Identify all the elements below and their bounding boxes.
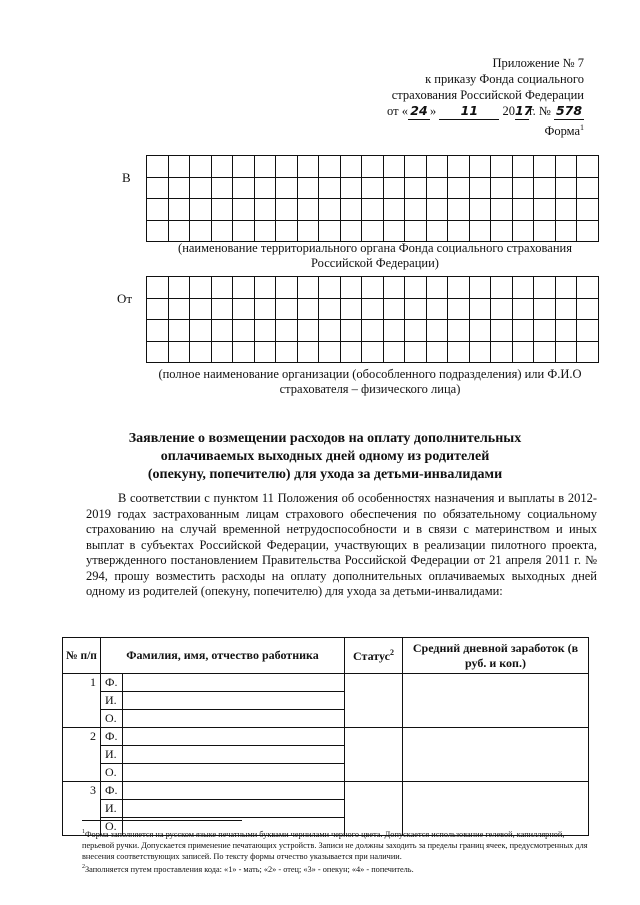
char-cell[interactable] bbox=[383, 220, 405, 242]
char-cell[interactable] bbox=[469, 156, 491, 178]
appendix-line-2: к приказу Фонда социального bbox=[425, 72, 584, 86]
char-cell[interactable] bbox=[168, 341, 190, 363]
name-part-label: О. bbox=[101, 818, 123, 836]
char-cell[interactable] bbox=[426, 320, 448, 342]
char-cell[interactable] bbox=[491, 199, 513, 221]
to-label: В bbox=[122, 170, 131, 185]
from-input-grid[interactable] bbox=[146, 276, 599, 363]
char-cell[interactable] bbox=[577, 298, 599, 320]
col-salary-header: Средний дневной заработок (в руб. и коп.) bbox=[403, 638, 589, 674]
char-cell[interactable] bbox=[512, 277, 534, 299]
char-cell[interactable] bbox=[168, 320, 190, 342]
char-cell[interactable] bbox=[168, 199, 190, 221]
char-cell[interactable] bbox=[168, 220, 190, 242]
footnote-1: $^1$Форма заполняется на русском языке печатными буквами чернилами черного цвета. Допускается использование гелевой, капиллярной, перьевой ручки. Допускается применение печатающих устройств. Записи не должны заходить за пределы границ ячеек, предусмотренных для внесения соответствующих записей. По тексту формы отчество указывается при наличии. bbox=[82, 829, 588, 861]
char-cell[interactable] bbox=[469, 320, 491, 342]
char-cell[interactable] bbox=[577, 320, 599, 342]
footnote-divider bbox=[82, 820, 242, 821]
appendix-line-3: страхования Российской Федерации bbox=[391, 88, 584, 102]
char-cell[interactable] bbox=[534, 298, 556, 320]
order-day: 24 bbox=[408, 103, 430, 120]
status-field[interactable] bbox=[345, 674, 403, 728]
char-cell[interactable] bbox=[469, 341, 491, 363]
char-cell[interactable] bbox=[577, 277, 599, 299]
char-cell[interactable] bbox=[319, 320, 341, 342]
char-cell[interactable] bbox=[147, 277, 169, 299]
table-row bbox=[63, 674, 589, 692]
char-cell[interactable] bbox=[254, 220, 276, 242]
char-cell[interactable] bbox=[233, 177, 255, 199]
row-number: 1 bbox=[63, 674, 101, 728]
char-cell[interactable] bbox=[211, 199, 233, 221]
name-part-label: И. bbox=[101, 692, 123, 710]
char-cell[interactable] bbox=[534, 156, 556, 178]
char-cell[interactable] bbox=[426, 220, 448, 242]
order-number: 578 bbox=[555, 103, 583, 118]
order-date-line bbox=[387, 103, 584, 120]
char-cell[interactable] bbox=[491, 320, 513, 342]
char-cell[interactable] bbox=[276, 199, 298, 221]
char-cell[interactable] bbox=[383, 341, 405, 363]
char-cell[interactable] bbox=[211, 298, 233, 320]
char-cell[interactable] bbox=[233, 199, 255, 221]
char-cell[interactable] bbox=[512, 320, 534, 342]
to-caption: (наименование территориального органа Фонда социального страхования Российской Федерации) bbox=[178, 241, 572, 270]
char-cell[interactable] bbox=[340, 298, 362, 320]
char-cell[interactable] bbox=[555, 341, 577, 363]
char-cell[interactable] bbox=[555, 199, 577, 221]
char-cell[interactable] bbox=[555, 320, 577, 342]
char-cell[interactable] bbox=[555, 220, 577, 242]
body-paragraph: В соответствии с пунктом 11 Положения об особенностях назначения и выплаты в 2012-2019 годах застрахованным лицам страхового обеспечения по обязательному социальному страхованию на случай временной нетрудоспособности и в связи с материнством и иных выплат в субъектах Российской Федерации, участвующих в реализации пилотного проекта, утвержденного постановлением Правительства Российской Федерации от 21 апреля 2011 г. № 294, прошу возместить расходы на оплату дополнительных оплачиваемых выходных дней одному из родителей (опекуну, попечителю) для ухода за детьми-инвалидами: bbox=[86, 491, 597, 598]
table-row bbox=[63, 782, 589, 800]
char-cell[interactable] bbox=[512, 177, 534, 199]
char-cell[interactable] bbox=[405, 199, 427, 221]
char-cell[interactable] bbox=[448, 220, 470, 242]
char-cell[interactable] bbox=[254, 156, 276, 178]
char-cell[interactable] bbox=[211, 341, 233, 363]
char-cell[interactable] bbox=[233, 341, 255, 363]
name-part-label: О. bbox=[101, 710, 123, 728]
char-cell[interactable] bbox=[297, 156, 319, 178]
char-cell[interactable] bbox=[383, 298, 405, 320]
char-cell[interactable] bbox=[147, 156, 169, 178]
number-prefix: г. № bbox=[528, 104, 551, 118]
char-cell[interactable] bbox=[147, 341, 169, 363]
char-cell[interactable] bbox=[426, 156, 448, 178]
footnote-2: $^2$Заполняется путем проставления кода: «1» - мать; «2» - отец; «3» - опекун; «4» - попечитель. bbox=[82, 864, 414, 874]
char-cell[interactable] bbox=[190, 341, 212, 363]
char-cell[interactable] bbox=[426, 177, 448, 199]
char-cell[interactable] bbox=[534, 220, 556, 242]
char-cell[interactable] bbox=[383, 156, 405, 178]
char-cell[interactable] bbox=[340, 341, 362, 363]
char-cell[interactable] bbox=[276, 277, 298, 299]
char-cell[interactable] bbox=[383, 199, 405, 221]
char-cell[interactable] bbox=[405, 341, 427, 363]
char-cell[interactable] bbox=[491, 177, 513, 199]
from-label: От bbox=[117, 291, 133, 306]
char-cell[interactable] bbox=[319, 177, 341, 199]
char-cell[interactable] bbox=[211, 320, 233, 342]
char-cell[interactable] bbox=[512, 298, 534, 320]
char-cell[interactable] bbox=[340, 177, 362, 199]
char-cell[interactable] bbox=[491, 220, 513, 242]
char-cell[interactable] bbox=[491, 277, 513, 299]
char-cell[interactable] bbox=[448, 298, 470, 320]
char-cell[interactable] bbox=[190, 199, 212, 221]
char-cell[interactable] bbox=[469, 177, 491, 199]
char-cell[interactable] bbox=[383, 277, 405, 299]
char-cell[interactable] bbox=[469, 199, 491, 221]
year-prefix: 20 bbox=[502, 104, 515, 118]
char-cell[interactable] bbox=[448, 177, 470, 199]
row-number: 3 bbox=[63, 782, 101, 836]
char-cell[interactable] bbox=[383, 320, 405, 342]
char-cell[interactable] bbox=[147, 177, 169, 199]
date-prefix: от « bbox=[387, 104, 408, 118]
char-cell[interactable] bbox=[534, 320, 556, 342]
char-cell[interactable] bbox=[362, 277, 384, 299]
appendix-header bbox=[387, 55, 584, 139]
char-cell[interactable] bbox=[233, 156, 255, 178]
char-cell[interactable] bbox=[211, 156, 233, 178]
char-cell[interactable] bbox=[297, 341, 319, 363]
char-cell[interactable] bbox=[190, 156, 212, 178]
char-cell[interactable] bbox=[426, 298, 448, 320]
char-cell[interactable] bbox=[362, 220, 384, 242]
salary-field[interactable] bbox=[403, 728, 589, 782]
char-cell[interactable] bbox=[297, 320, 319, 342]
char-cell[interactable] bbox=[190, 177, 212, 199]
char-cell[interactable] bbox=[319, 277, 341, 299]
char-cell[interactable] bbox=[469, 220, 491, 242]
name-part-label: Ф. bbox=[101, 674, 123, 692]
char-cell[interactable] bbox=[362, 177, 384, 199]
char-cell[interactable] bbox=[512, 199, 534, 221]
char-cell[interactable] bbox=[168, 156, 190, 178]
char-cell[interactable] bbox=[426, 277, 448, 299]
char-cell[interactable] bbox=[362, 320, 384, 342]
char-cell[interactable] bbox=[362, 341, 384, 363]
char-cell[interactable] bbox=[276, 341, 298, 363]
char-cell[interactable] bbox=[297, 177, 319, 199]
char-cell[interactable] bbox=[276, 298, 298, 320]
char-cell[interactable] bbox=[276, 156, 298, 178]
char-cell[interactable] bbox=[534, 341, 556, 363]
char-cell[interactable] bbox=[405, 298, 427, 320]
char-cell[interactable] bbox=[319, 199, 341, 221]
char-cell[interactable] bbox=[426, 199, 448, 221]
char-cell[interactable] bbox=[254, 277, 276, 299]
char-cell[interactable] bbox=[168, 298, 190, 320]
char-cell[interactable] bbox=[512, 220, 534, 242]
char-cell[interactable] bbox=[405, 277, 427, 299]
char-cell[interactable] bbox=[297, 277, 319, 299]
char-cell[interactable] bbox=[577, 341, 599, 363]
char-cell[interactable] bbox=[577, 156, 599, 178]
char-cell[interactable] bbox=[512, 341, 534, 363]
col-number-header: № п/п bbox=[63, 638, 101, 674]
char-cell[interactable] bbox=[233, 277, 255, 299]
char-cell[interactable] bbox=[147, 220, 169, 242]
char-cell[interactable] bbox=[147, 320, 169, 342]
name-part-field[interactable] bbox=[123, 746, 345, 764]
char-cell[interactable] bbox=[190, 298, 212, 320]
char-cell[interactable] bbox=[147, 298, 169, 320]
char-cell[interactable] bbox=[534, 177, 556, 199]
char-cell[interactable] bbox=[469, 277, 491, 299]
col-name-header: Фамилия, имя, отчество работника bbox=[101, 638, 345, 674]
to-input-grid[interactable] bbox=[146, 155, 599, 242]
char-cell[interactable] bbox=[491, 341, 513, 363]
char-cell[interactable] bbox=[233, 320, 255, 342]
char-cell[interactable] bbox=[448, 277, 470, 299]
appendix-line-1: Приложение № 7 bbox=[492, 56, 584, 70]
char-cell[interactable] bbox=[147, 199, 169, 221]
char-cell[interactable] bbox=[534, 277, 556, 299]
char-cell[interactable] bbox=[405, 156, 427, 178]
char-cell[interactable] bbox=[405, 320, 427, 342]
char-cell[interactable] bbox=[297, 298, 319, 320]
char-cell[interactable] bbox=[340, 220, 362, 242]
name-part-label: И. bbox=[101, 746, 123, 764]
form-label: Форма$^1$ bbox=[544, 123, 584, 139]
name-part-label: Ф. bbox=[101, 728, 123, 746]
char-cell[interactable] bbox=[555, 298, 577, 320]
name-part-label: И. bbox=[101, 800, 123, 818]
char-cell[interactable] bbox=[297, 199, 319, 221]
char-cell[interactable] bbox=[405, 220, 427, 242]
char-cell[interactable] bbox=[190, 277, 212, 299]
char-cell[interactable] bbox=[319, 298, 341, 320]
char-cell[interactable] bbox=[254, 320, 276, 342]
status-field[interactable] bbox=[345, 728, 403, 782]
char-cell[interactable] bbox=[362, 156, 384, 178]
char-cell[interactable] bbox=[254, 341, 276, 363]
char-cell[interactable] bbox=[448, 199, 470, 221]
char-cell[interactable] bbox=[319, 156, 341, 178]
char-cell[interactable] bbox=[577, 199, 599, 221]
char-cell[interactable] bbox=[340, 320, 362, 342]
char-cell[interactable] bbox=[211, 277, 233, 299]
char-cell[interactable] bbox=[383, 177, 405, 199]
char-cell[interactable] bbox=[211, 220, 233, 242]
name-part-field[interactable] bbox=[123, 782, 345, 800]
name-part-field[interactable] bbox=[123, 728, 345, 746]
char-cell[interactable] bbox=[555, 177, 577, 199]
char-cell[interactable] bbox=[276, 177, 298, 199]
name-part-field[interactable] bbox=[123, 800, 345, 818]
order-month: 11 bbox=[439, 103, 499, 120]
char-cell[interactable] bbox=[577, 220, 599, 242]
char-cell[interactable] bbox=[491, 156, 513, 178]
col-status-header: Статус$^2$ bbox=[345, 638, 403, 674]
char-cell[interactable] bbox=[448, 320, 470, 342]
char-cell[interactable] bbox=[254, 177, 276, 199]
char-cell[interactable] bbox=[340, 277, 362, 299]
char-cell[interactable] bbox=[340, 199, 362, 221]
char-cell[interactable] bbox=[168, 177, 190, 199]
char-cell[interactable] bbox=[426, 341, 448, 363]
from-caption: (полное наименование организации (обособленного подразделения) или Ф.И.О страхователя – физического лица) bbox=[158, 367, 582, 396]
char-cell[interactable] bbox=[555, 277, 577, 299]
name-part-field[interactable] bbox=[123, 710, 345, 728]
salary-field[interactable] bbox=[403, 674, 589, 728]
char-cell[interactable] bbox=[233, 298, 255, 320]
char-cell[interactable] bbox=[233, 220, 255, 242]
char-cell[interactable] bbox=[362, 199, 384, 221]
name-part-label: О. bbox=[101, 764, 123, 782]
char-cell[interactable] bbox=[297, 220, 319, 242]
name-part-label: Ф. bbox=[101, 782, 123, 800]
char-cell[interactable] bbox=[211, 177, 233, 199]
table-row bbox=[63, 728, 589, 746]
char-cell[interactable] bbox=[340, 156, 362, 178]
char-cell[interactable] bbox=[276, 320, 298, 342]
char-cell[interactable] bbox=[168, 277, 190, 299]
document-title: Заявление о возмещении расходов на оплату дополнительных оплачиваемых выходных дней одному из родителей (опекуну, попечителю) для ухода за детьми-инвалидами bbox=[128, 431, 522, 482]
char-cell[interactable] bbox=[319, 341, 341, 363]
row-number: 2 bbox=[63, 728, 101, 782]
char-cell[interactable] bbox=[448, 341, 470, 363]
name-part-field[interactable] bbox=[123, 674, 345, 692]
char-cell[interactable] bbox=[319, 220, 341, 242]
char-cell[interactable] bbox=[254, 199, 276, 221]
char-cell[interactable] bbox=[405, 177, 427, 199]
name-part-field[interactable] bbox=[123, 692, 345, 710]
order-year: 17 bbox=[514, 103, 533, 118]
char-cell[interactable] bbox=[491, 298, 513, 320]
char-cell[interactable] bbox=[190, 220, 212, 242]
char-cell[interactable] bbox=[512, 156, 534, 178]
char-cell[interactable] bbox=[577, 177, 599, 199]
char-cell[interactable] bbox=[555, 156, 577, 178]
children-table bbox=[62, 637, 589, 836]
char-cell[interactable] bbox=[534, 199, 556, 221]
char-cell[interactable] bbox=[190, 320, 212, 342]
day-suffix: » bbox=[429, 104, 437, 118]
char-cell[interactable] bbox=[254, 298, 276, 320]
char-cell[interactable] bbox=[448, 156, 470, 178]
char-cell[interactable] bbox=[276, 220, 298, 242]
char-cell[interactable] bbox=[469, 298, 491, 320]
char-cell[interactable] bbox=[362, 298, 384, 320]
name-part-field[interactable] bbox=[123, 764, 345, 782]
